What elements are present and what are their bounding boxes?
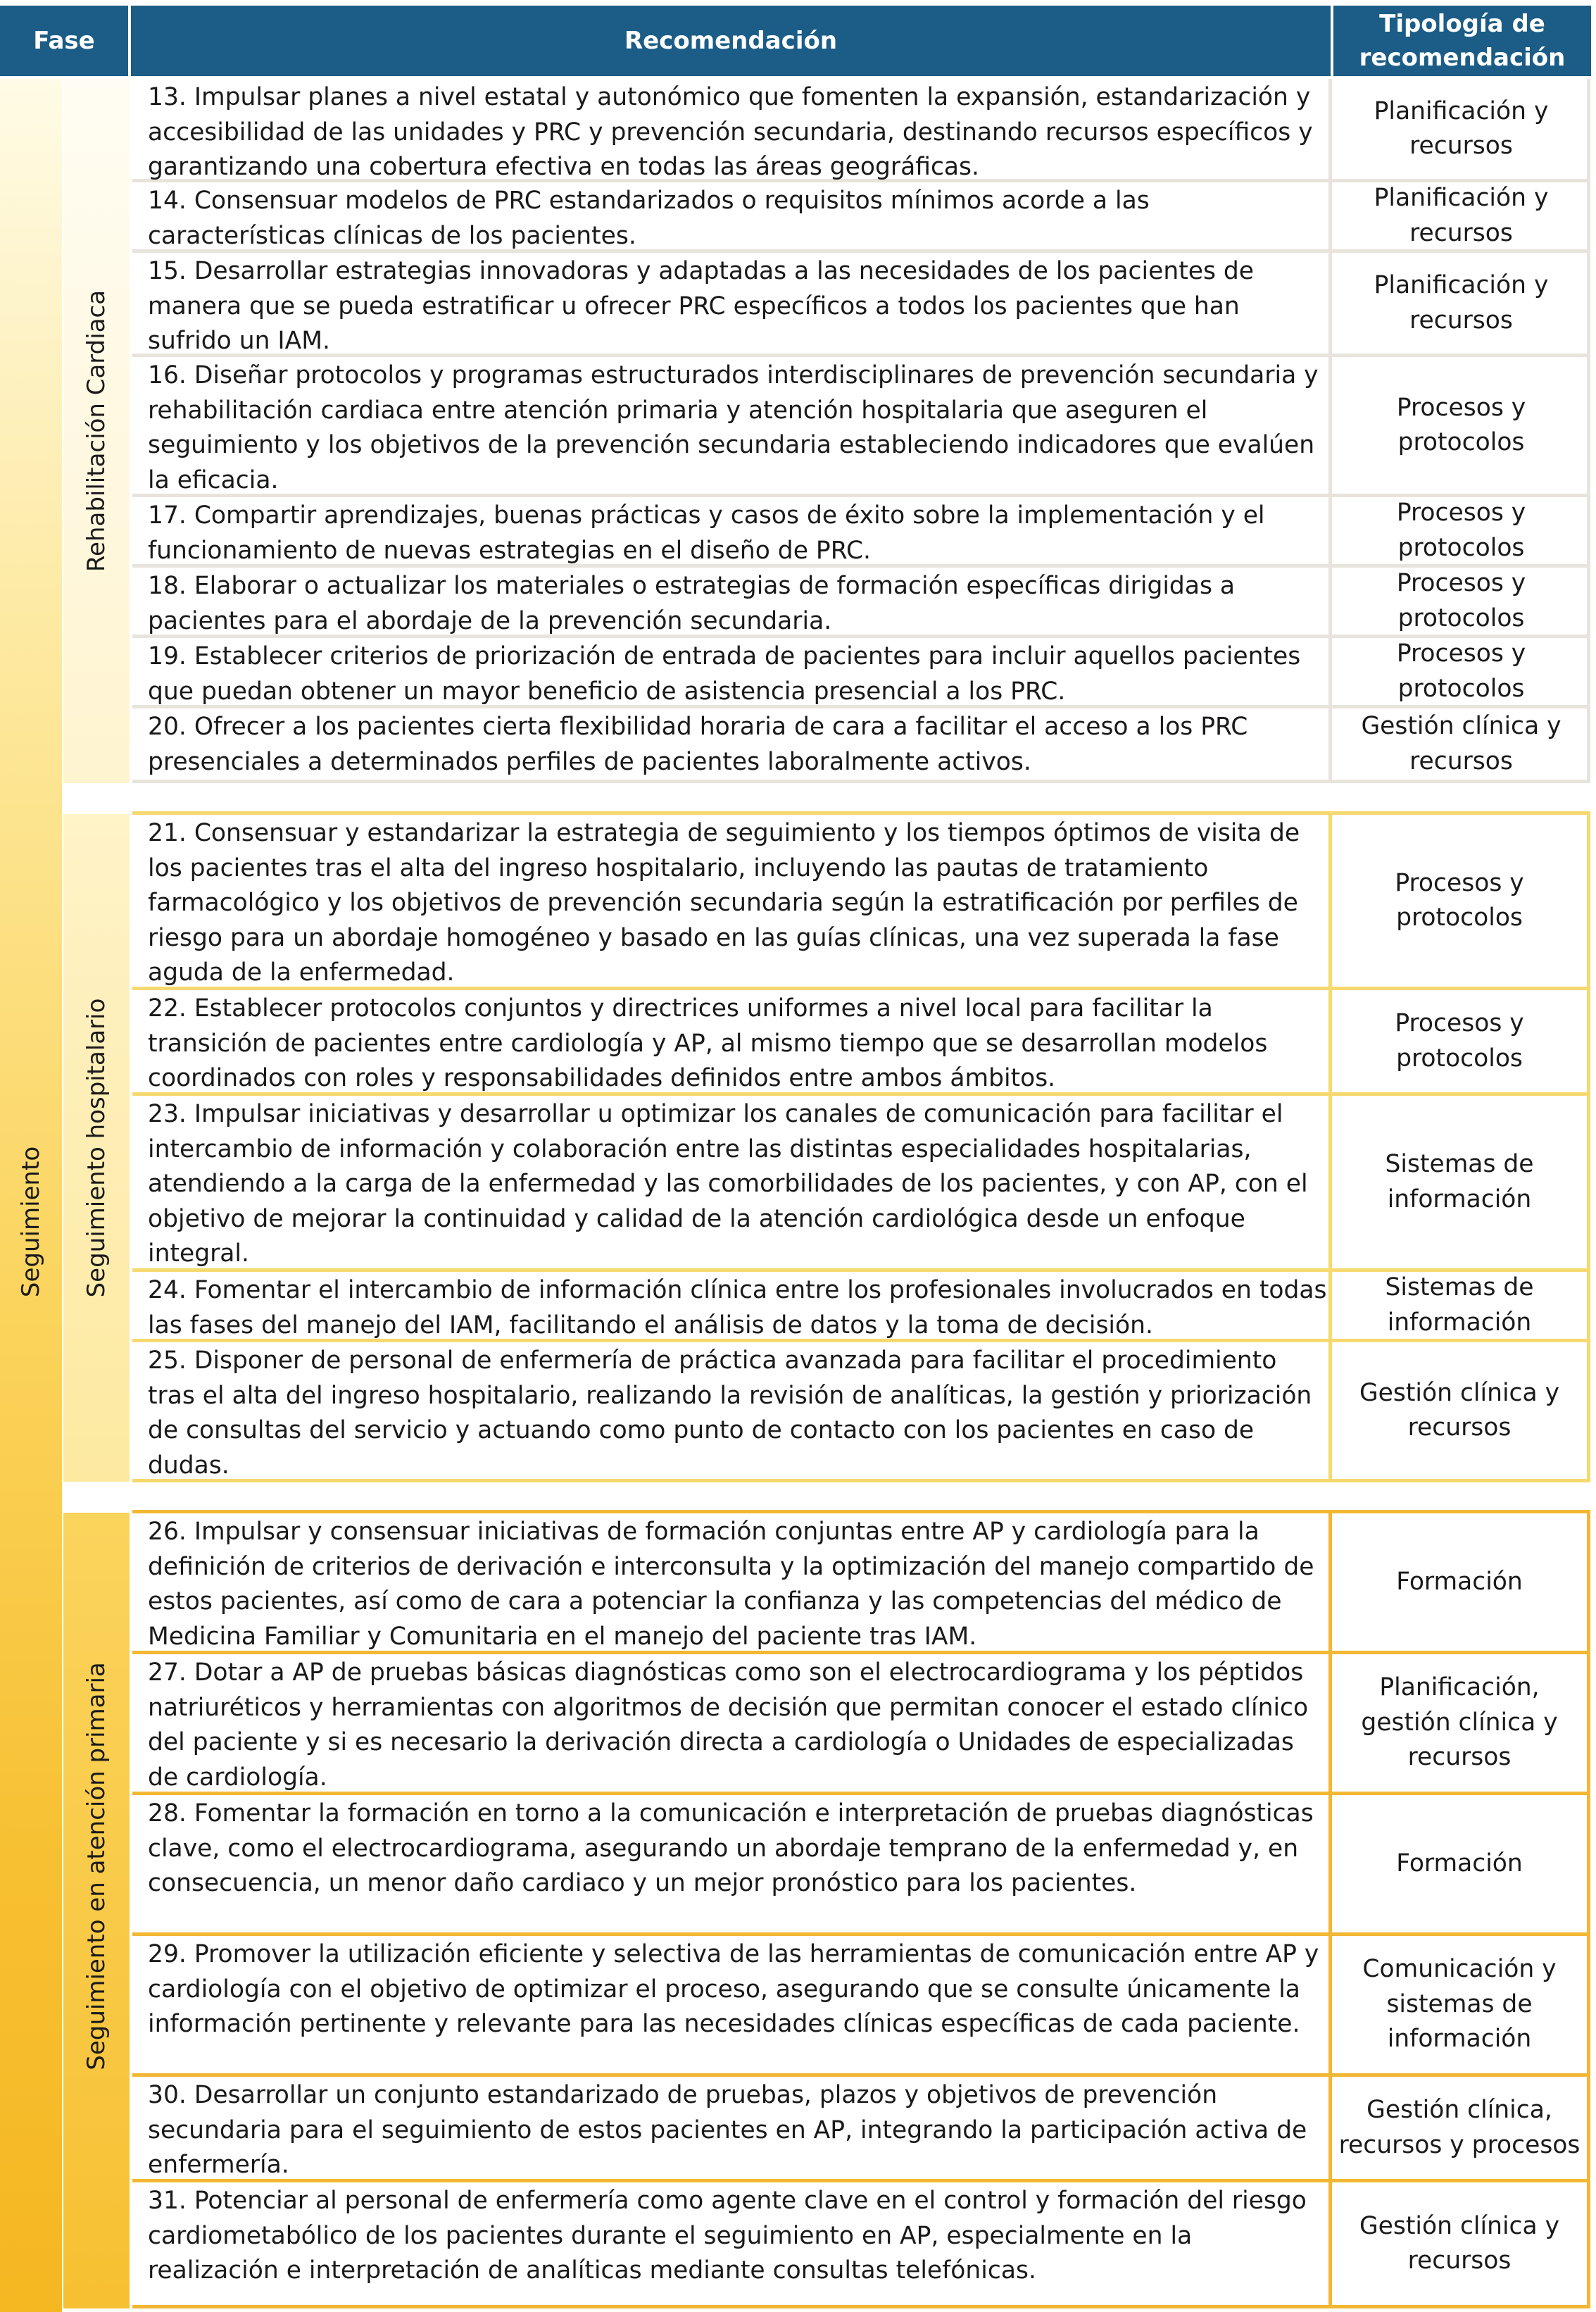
table-row: [132, 2182, 1590, 2308]
table-row: [132, 79, 1590, 182]
recommendation-text: 23. Impulsar iniciativas y desarrollar u optimizar los canales de comunicación para facilitar el intercambio de información y colaboración entre las distintas especialidades hospitalarias, atendiendo a la carga de la enfermedad y las comorbilidades de los pacientes, y con AP, con el objetivo de mejorar la continuidad y calidad de la atención cardiológica desde un enfoque integral.: [132, 1096, 1332, 1268]
recommendation-type: Planificación y recursos: [1374, 271, 1549, 335]
recommendation-text: 28. Fomentar la formación en torno a la comunicación e interpretación de pruebas diagnósticas clave, como el electrocardiograma, asegurando un abordaje temprano de la enfermedad y, en consecuencia, un menor daño cardiaco y un mejor pronóstico para los pacientes.: [132, 1795, 1332, 1932]
fase-column: [0, 79, 62, 2312]
recommendation-text: 24. Fomentar el intercambio de información clínica entre los profesionales involucrados en todas las fases del manejo del IAM, facilitando el análisis de datos y la toma de decisión.: [132, 1272, 1332, 1339]
recommendation-text: 25. Disponer de personal de enfermería de práctica avanzada para facilitar el procedimiento tras el alta del ingreso hospitalario, realizando la revisión de analíticas, la gestión y priorización de consultas del servicio y actuando como punto de contacto con los pacientes en caso de dudas.: [132, 1342, 1332, 1479]
recommendation-type: Comunicación y sistemas de información: [1362, 1955, 1557, 2054]
recommendation-text: 29. Promover la utilización eficiente y selectiva de las herramientas de comunicación entre AP y cardiología con el objetivo de optimizar el proceso, asegurando que se consulte únicamente la información pertinente y relevante para las necesidades clínicas específicas de cada paciente.: [132, 1936, 1332, 2073]
recommendation-type: Planificación, gestión clínica y recursos: [1361, 1673, 1558, 1772]
recommendation-text: 20. Ofrecer a los pacientes cierta flexibilidad horaria de cara a facilitar el acceso a los PRC presenciales a determinados perfiles de pacientes laboralmente activos.: [132, 708, 1332, 780]
recommendation-type: Procesos y protocolos: [1396, 639, 1526, 703]
table-row: [132, 1096, 1590, 1272]
table-row: [132, 1654, 1590, 1795]
recommendation-type: Procesos y protocolos: [1396, 393, 1526, 456]
group-label-text: Seguimiento hospitalario: [82, 998, 111, 1298]
recommendation-type: Gestión clínica y recursos: [1359, 1378, 1560, 1442]
table-row: [132, 497, 1590, 568]
header-recomendacion: Recomendación: [131, 6, 1331, 76]
recommendation-text: 27. Dotar a AP de pruebas básicas diagnósticas como son el electrocardiograma y los péptidos natriuréticos y herramientas con algoritmos de decisión que permitan conocer el estado clínico del paciente y si es necesario la derivación directa a cardiología o Unidades de especializadas de cardiología.: [132, 1654, 1332, 1792]
table-row: [132, 253, 1590, 357]
recommendation-text: 14. Consensuar modelos de PRC estandarizados o requisitos mínimos acorde a las características clínicas de los pacientes.: [132, 182, 1332, 249]
header-tipologia: Tipología de recomendación: [1333, 6, 1591, 76]
table-row: [132, 1795, 1590, 1936]
recommendation-text: 21. Consensuar y estandarizar la estrategia de seguimiento y los tiempos óptimos de visita de los pacientes tras el alta del ingreso hospitalario, incluyendo las pautas de tratamiento farmacológico y los objetivos de prevención secundaria según la estratificación por perfiles de riesgo para un abordaje homogéneo y basado en las guías clínicas, una vez superada la fase aguda de la enfermedad.: [132, 815, 1332, 987]
recommendation-text: 31. Potenciar al personal de enfermería como agente clave en el control y formación del riesgo cardiometabólico de los pacientes durante el seguimiento en AP, especialmente en la realización e interpretación de analíticas mediante consultas telefónicas.: [132, 2182, 1332, 2305]
table-row: [132, 182, 1590, 253]
recommendation-type: Formación: [1396, 1849, 1523, 1877]
table-row: [132, 568, 1590, 638]
recommendation-text: 13. Impulsar planes a nivel estatal y autonómico que fomenten la expansión, estandarización y accesibilidad de las unidades y PRC y prevención secundaria, destinando recursos específicos y garantizando una cobertura efectiva en todas las áreas geográficas.: [132, 79, 1332, 179]
group-label-hospitalario: [63, 814, 130, 1482]
group-label-text: Rehabilitación Cardiaca: [82, 289, 111, 573]
recommendation-type: Procesos y protocolos: [1395, 1009, 1524, 1073]
recommendation-type: Procesos y protocolos: [1396, 499, 1526, 562]
recommendation-text: 17. Compartir aprendizajes, buenas prácticas y casos de éxito sobre la implementación y el funcionamiento de nuevas estrategias en el diseño de PRC.: [132, 497, 1332, 564]
table-row: [132, 708, 1590, 783]
header-fase: Fase: [0, 6, 128, 76]
group-label-primaria: [63, 1513, 130, 2308]
group-label-rehabilitacion: [63, 79, 130, 783]
table-row: [132, 1272, 1590, 1342]
recommendation-type: Planificación y recursos: [1374, 96, 1549, 160]
table-row: [132, 1936, 1590, 2077]
recommendation-text: 16. Diseñar protocolos y programas estructurados interdisciplinares de prevención secundaria y rehabilitación cardiaca entre atención primaria y atención hospitalaria que aseguren el seguimiento y los objetivos de la prevención secundaria estableciendo indicadores que evalúen la eficacia.: [132, 357, 1332, 494]
recommendation-text: 18. Elaborar o actualizar los materiales o estrategias de formación específicas dirigidas a pacientes para el abordaje de la prevención secundaria.: [132, 568, 1332, 635]
table-row: [132, 1513, 1590, 1654]
recommendation-text: 22. Establecer protocolos conjuntos y directrices uniformes a nivel local para facilitar la transición de pacientes entre cardiología y AP, al mismo tiempo que se desarrollan modelos coordinados con roles y responsabilidades definidos entre ambos ámbitos.: [132, 990, 1332, 1092]
fase-label: Seguimiento: [17, 1146, 45, 1298]
table-row: [132, 357, 1590, 497]
table-row: [132, 2077, 1590, 2182]
table-row: [132, 990, 1590, 1096]
recommendation-type: Procesos y protocolos: [1396, 569, 1526, 632]
recommendation-type: Planificación y recursos: [1374, 184, 1549, 247]
group-label-text: Seguimiento en atención primaria: [82, 1662, 111, 2070]
table-row: [132, 638, 1590, 708]
recommendation-text: 19. Establecer criterios de priorización de entrada de pacientes para incluir aquellos pacientes que puedan obtener un mayor beneficio de asistencia presencial a los PRC.: [132, 638, 1332, 705]
recommendation-text: 30. Desarrollar un conjunto estandarizado de pruebas, plazos y objetivos de prevención secundaria para el seguimiento de estos pacientes en AP, integrando la participación activa de enfermería.: [132, 2077, 1332, 2179]
recommendation-type: Gestión clínica y recursos: [1359, 2211, 1560, 2275]
recommendation-type: Sistemas de información: [1385, 1273, 1534, 1337]
table-row: [132, 815, 1590, 990]
recommendation-text: 26. Impulsar y consensuar iniciativas de formación conjuntas entre AP y cardiología para la definición de criterios de derivación e interconsulta y la optimización del manejo compartido de estos pacientes, así como de cara a potenciar la confianza y las competencias del médico de Medicina Familiar y Comunitaria en el manejo del paciente tras IAM.: [132, 1513, 1332, 1651]
recommendation-type: Gestión clínica, recursos y procesos: [1338, 2096, 1581, 2159]
recommendation-type: Gestión clínica y recursos: [1361, 712, 1562, 775]
recommendation-type: Formación: [1396, 1567, 1523, 1596]
recommendation-type: Procesos y protocolos: [1395, 868, 1524, 932]
table-row: [132, 1342, 1590, 1482]
recommendation-type: Sistemas de información: [1385, 1150, 1534, 1213]
recommendation-text: 15. Desarrollar estrategias innovadoras y adaptadas a las necesidades de los pacientes de manera que se pueda estratificar u ofrecer PRC específicos a todos los pacientes que han sufrido un IAM.: [132, 253, 1332, 354]
